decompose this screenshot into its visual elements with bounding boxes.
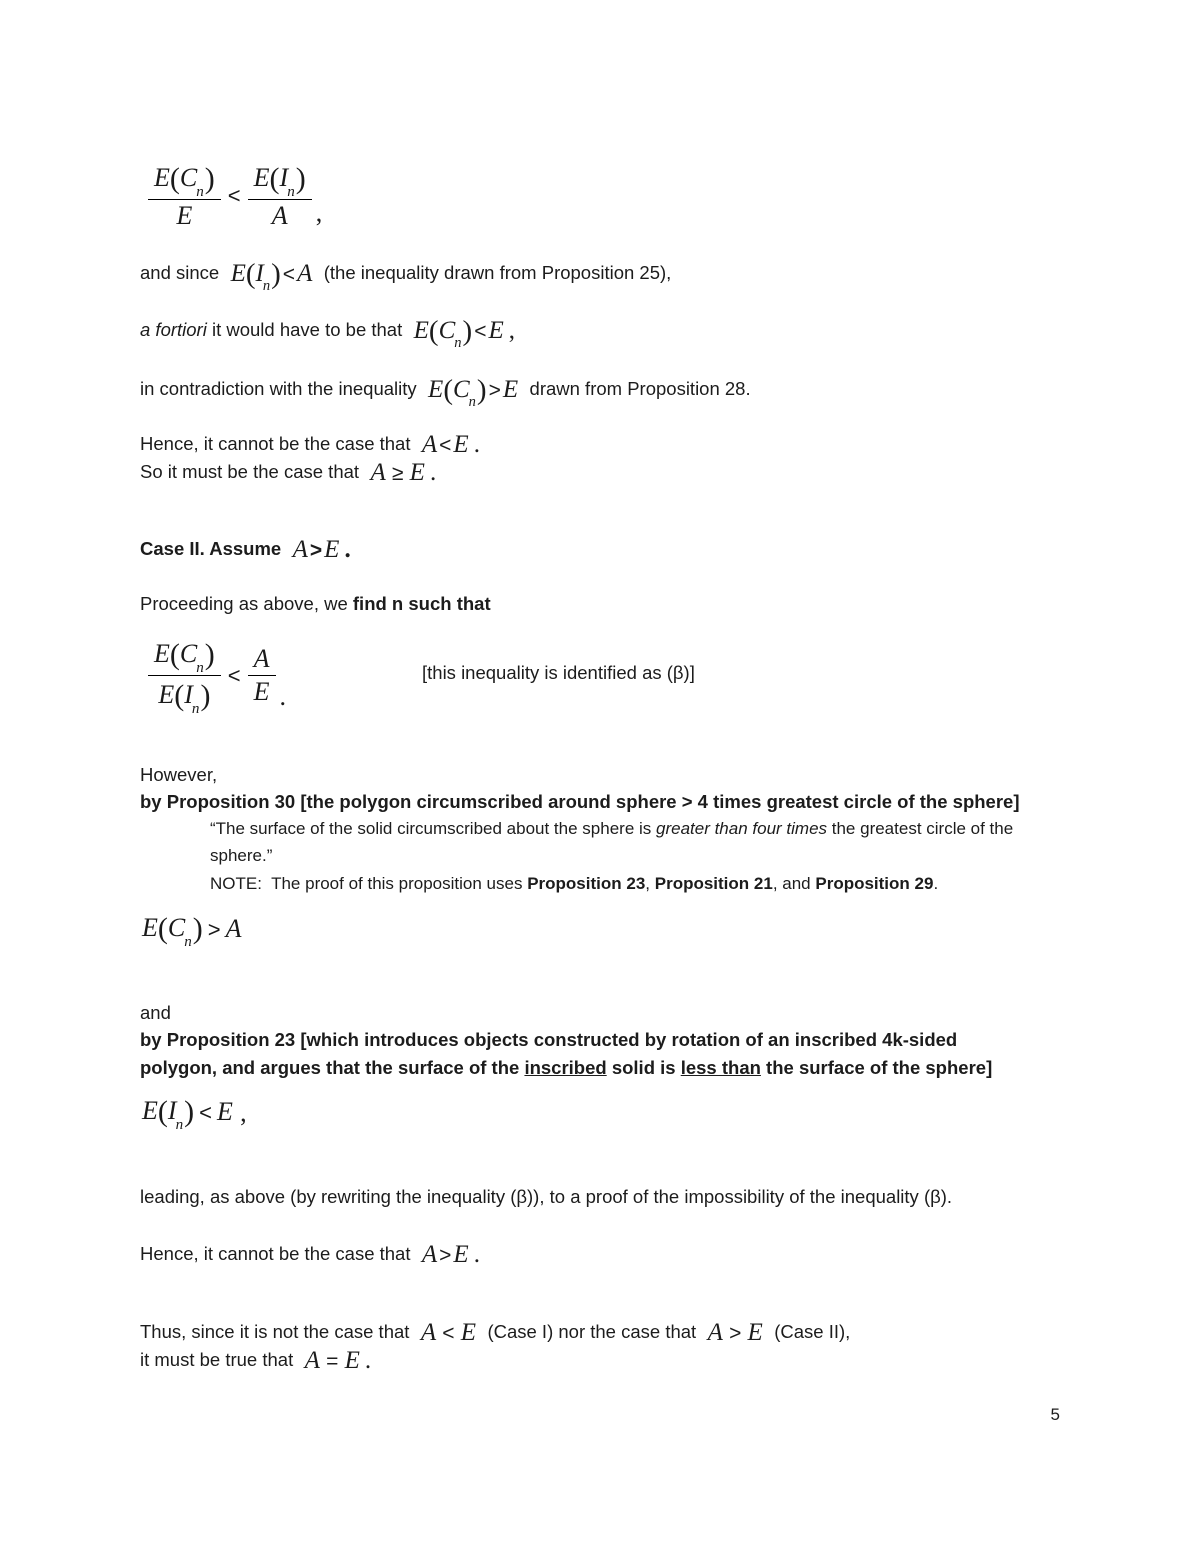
heading-case-two	[140, 533, 351, 564]
italic-a-fortiori: a fortiori	[140, 319, 207, 340]
note-label: NOTE:	[210, 874, 262, 893]
display-equation-alpha	[146, 160, 322, 230]
display-equation-ecn-gt-a	[142, 910, 242, 951]
paragraph-and: and	[140, 1002, 171, 1023]
inline-math-ein-lt-a: $E(I_n)<A$	[224, 258, 319, 294]
text-mid-1: (Case I) nor the case that	[487, 1321, 697, 1342]
inline-math-a-gt-e: A > E	[701, 1319, 770, 1346]
paragraph-hence-not-a-lt-e	[140, 428, 480, 459]
paragraph-must-be-true	[140, 1344, 371, 1375]
quote-italic-emphasis: greater than four times	[656, 819, 828, 838]
fraction-numerator: A	[253, 643, 270, 673]
relation-operator: >	[207, 916, 221, 942]
note-trailing: .	[933, 874, 939, 893]
text-body: it would have to be that	[211, 319, 403, 340]
text-prefix: in contradiction with the inequality	[140, 378, 417, 399]
paragraph-hence-not-a-gt-e	[140, 1238, 480, 1269]
text-mid-2: (Case II),	[774, 1321, 851, 1342]
paragraph-and-since	[140, 255, 671, 296]
trailing-period: .	[279, 682, 287, 712]
note-separator-2: , and	[772, 874, 816, 893]
inline-math-a-ge-e: A ≥ E .	[364, 459, 437, 486]
text-prefix: Thus, since it is not the case that	[140, 1321, 410, 1342]
fraction-numerator: $E(C_n)$	[154, 162, 215, 201]
fraction-numerator: $E(I_n)$	[253, 162, 306, 201]
text-prefix: Proceeding as above, we	[140, 593, 348, 614]
fraction-right	[248, 644, 276, 707]
prop23-part-3: the surface of the sphere]	[760, 1057, 993, 1078]
fraction-left	[148, 160, 221, 230]
text-prefix: and since	[140, 262, 220, 283]
relation-operator: <	[227, 663, 241, 689]
case-label: Case II. Assume	[140, 538, 282, 559]
inline-math-a-lt-e: A < E	[414, 1319, 483, 1346]
fraction-right	[248, 160, 312, 230]
reference-proposition-29: Proposition 29	[815, 874, 934, 893]
math-right-side: A	[225, 913, 242, 943]
display-equation-beta	[146, 636, 287, 717]
note-proposition-30	[210, 869, 1050, 899]
inline-math-a-gt-e: A>E .	[286, 536, 351, 563]
math-expression: $E(I_n)$	[142, 1095, 195, 1134]
quote-part-2: the greatest circle of the sphere.”	[210, 819, 1014, 865]
fraction-numerator: $E(C_n)$	[154, 638, 215, 677]
bold-find-n: find n such that	[352, 593, 491, 614]
fraction-denominator: E	[148, 199, 221, 231]
note-text: The proof of this proposition uses	[271, 874, 523, 893]
prop23-part-2: solid is	[606, 1057, 681, 1078]
note-separator-1: ,	[645, 874, 655, 893]
paragraph-a-fortiori	[140, 312, 515, 353]
trailing-comma: ,	[234, 1098, 247, 1128]
annotation-beta-label: [this inequality is identified as (β)]	[422, 662, 695, 683]
inline-math-a-gt-e: A>E .	[415, 1241, 480, 1268]
inline-math-ecn-lt-e: $E(C_n)<E$ ,	[407, 315, 516, 351]
text-suffix: drawn from Proposition 28.	[529, 378, 751, 399]
quote-proposition-30	[210, 815, 1050, 869]
fraction-denominator: $E(I_n)$	[148, 675, 221, 715]
text-prefix: So it must be the case that	[140, 461, 360, 482]
prop23-part-1: by Proposition 23 [which introduces objects constructed by rotation of an inscribed 4k-sided polygon, and argues that the surface of the	[140, 1029, 958, 1078]
inline-math-a-eq-e: A = E .	[298, 1347, 372, 1374]
paragraph-however: However,	[140, 764, 218, 785]
relation-operator: <	[199, 1099, 212, 1125]
text-prefix: it must be true that	[140, 1349, 294, 1370]
paragraph-proceeding	[140, 589, 491, 619]
reference-proposition-21: Proposition 21	[654, 874, 773, 893]
prop23-underline-inscribed: inscribed	[524, 1057, 607, 1078]
fraction-left	[148, 636, 221, 717]
display-equation-ein-lt-e	[142, 1093, 247, 1134]
fraction-denominator: A	[248, 199, 312, 231]
relation-operator: <	[227, 183, 241, 209]
heading-proposition-23	[140, 1026, 1020, 1082]
heading-proposition-30: by Proposition 30 [the polygon circumscribed around sphere > 4 times greatest circle of the sphere]	[140, 791, 1020, 812]
page-number: 5	[1050, 1405, 1060, 1424]
math-expression: $E(C_n)$	[142, 912, 203, 951]
text-prefix: Hence, it cannot be the case that	[140, 1243, 411, 1264]
paragraph-leading: leading, as above (by rewriting the inequality (β)), to a proof of the impossibility of the inequality (β).	[140, 1186, 953, 1207]
inline-math-a-lt-e: A<E .	[415, 431, 480, 458]
math-right-side: E	[216, 1096, 233, 1126]
trailing-comma: ,	[315, 198, 323, 228]
paragraph-thus-conclusion	[140, 1316, 850, 1347]
prop23-underline-less-than: less than	[680, 1057, 761, 1078]
paragraph-so-must-be	[140, 456, 436, 487]
text-suffix: (the inequality drawn from Proposition 25),	[323, 262, 672, 283]
paragraph-contradiction	[140, 371, 751, 412]
reference-proposition-23: Proposition 23	[527, 874, 646, 893]
quote-part-1: “The surface of the solid circumscribed about the sphere is	[210, 819, 656, 838]
text-prefix: Hence, it cannot be the case that	[140, 433, 411, 454]
inline-math-ecn-gt-e: $E(C_n)>E$	[421, 374, 525, 410]
fraction-denominator: E	[248, 675, 276, 707]
